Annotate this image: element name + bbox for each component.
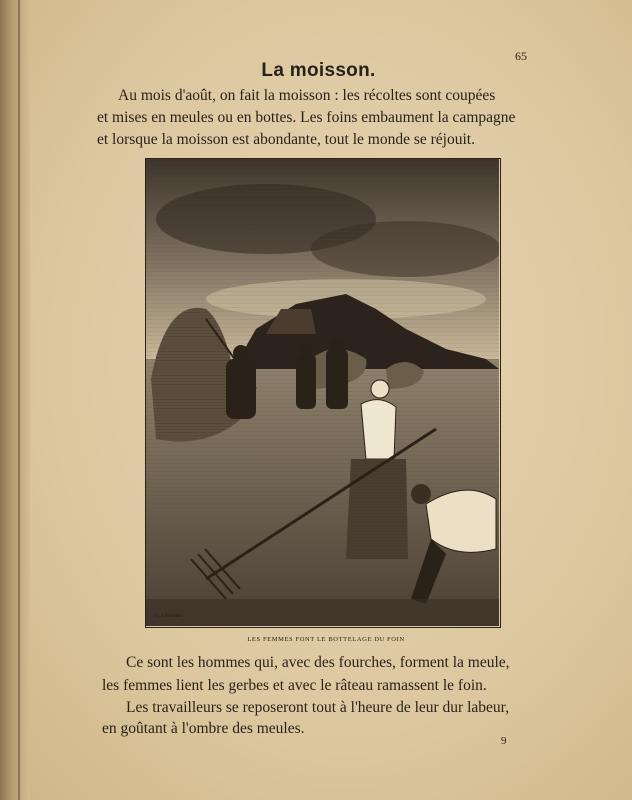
intro-line-2: et mises en meules ou en bottes. Les foins embaument la campagne	[97, 109, 516, 126]
book-binding	[0, 0, 30, 800]
page-title: La moisson.	[261, 60, 376, 81]
signature-mark: 9	[501, 735, 507, 747]
binding-fold-line	[18, 0, 20, 800]
body-line-3: Les travailleurs se reposeront tout à l'heure de leur dur labeur,	[126, 699, 510, 716]
intro-line-3: et lorsque la moisson est abondante, tout le monde se réjouit.	[97, 131, 475, 148]
page-number: 65	[515, 49, 527, 63]
illustration-caption: LES FEMMES FONT LE BOTTELAGE DU FOIN	[247, 636, 405, 643]
engraver-signature: G. Lhomme	[154, 613, 183, 619]
body-line-4: en goûtant à l'ombre des meules.	[102, 720, 305, 737]
intro-line-1: Au mois d'août, on fait la moisson : les récoltes sont coupées	[118, 87, 496, 104]
body-line-2: les femmes lient les gerbes et avec le râteau ramassent le foin.	[102, 677, 487, 694]
harvest-engraving	[145, 158, 501, 628]
body-line-1: Ce sont les hommes qui, avec des fourches, forment la meule,	[126, 654, 510, 671]
harvest-scene-illustration	[146, 159, 499, 626]
